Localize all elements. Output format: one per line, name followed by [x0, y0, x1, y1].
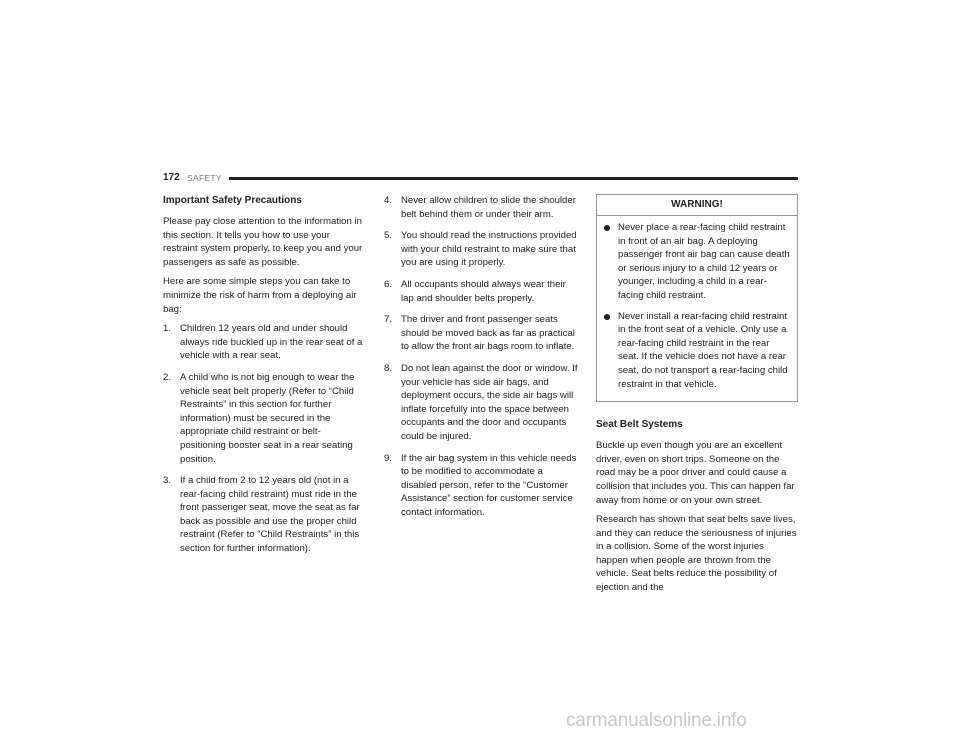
paragraph: Research has shown that seat belts save lives, and they can reduce the seriousness of injuries in a collision. Some of the worst injuries happen when people are thrown from the vehicle. Seat belts reduce the possibility of ejection and the [596, 514, 797, 594]
list-item [384, 278, 580, 305]
precautions-list-continued [384, 194, 580, 519]
list-text: Do not lean against the door or window. If your vehicle has side air bags, and deployment occurs, the side air bags will inflate forcefully into the space between occupants and the door and occupants could be injured. [401, 362, 578, 442]
list-text: You should read the instructions provided with your child restraint to make sure that you are using it properly. [401, 230, 577, 269]
list-number: 9. [384, 452, 393, 464]
warning-text: Never install a rear-facing child restraint in the front seat of a vehicle. Only use a rear-facing child restraint in the rear seat. If the vehicle does not have a rear seat, do not transport a rear-facing child restraint in that vehicle. [618, 310, 788, 390]
warning-text: Never place a rear-facing child restraint in front of an air bag. A deploying passenger front air bag can cause death or serious injury to a child 12 years or younger, including a child in a rear-facing child restraint. [618, 222, 790, 301]
warning-item [603, 221, 791, 303]
list-item [163, 474, 366, 556]
list-text: Children 12 years old and under should always ride buckled up in the rear seat of a vehicle with a rear seat. [180, 323, 363, 362]
paragraph: Please pay close attention to the information in this section. It tells you how to use your restraint system properly, to keep you and your passengers as safe as possible. [163, 216, 363, 268]
list-item [384, 194, 580, 221]
list-item [163, 371, 366, 466]
warning-box [596, 194, 798, 402]
watermark-text: carmanualsonline.info [566, 710, 747, 731]
list-number: 2. [163, 371, 172, 383]
warning-item [603, 310, 791, 392]
list-text: The driver and front passenger seats should be moved back as far as practical to allow the front air bags room to inflate. [401, 314, 575, 353]
list-item [384, 362, 580, 444]
page-header [163, 172, 798, 186]
bullet-icon [604, 225, 610, 231]
list-number: 8. [384, 362, 393, 374]
list-number: 7. [384, 314, 393, 326]
warning-body [597, 216, 797, 401]
list-item [384, 229, 580, 270]
list-text: Never allow children to slide the shoulder belt behind them or under their arm. [401, 195, 576, 220]
list-text: If the air bag system in this vehicle needs to be modified to accommodate a disabled person, refer to the “Customer Assistance” section for customer service contact information. [401, 452, 577, 518]
column-1 [163, 194, 366, 564]
bullet-icon [604, 314, 610, 320]
paragraph: Buckle up even though you are an excellent driver, even on short trips. Someone on the road may be a poor driver and could cause a collision that includes you. This can happen far away from home or on your own street. [596, 440, 795, 506]
column-2 [384, 194, 580, 527]
list-number: 4. [384, 195, 393, 206]
list-text: A child who is not big enough to wear the vehicle seat belt properly (Refer to “Child Restraints” in this section for further information) must be secured in the appropriate child restraint or belt-positioning booster seat in a rear seating position. [180, 371, 355, 465]
list-item [163, 322, 366, 363]
column-3 [596, 194, 798, 601]
section-heading-safety-precautions: Important Safety Precautions [163, 195, 302, 206]
precautions-list [163, 322, 366, 556]
section-heading-seat-belt-systems: Seat Belt Systems [596, 419, 683, 431]
section-name: SAFETY [187, 173, 222, 183]
list-number: 6. [384, 278, 393, 290]
list-item [384, 452, 580, 520]
list-text: If a child from 2 to 12 years old (not in a rear-facing child restraint) must ride in the front passenger seat, move the seat as far back as possible and use the proper child restraint (Refer to “Child Restraints” in this section for further information). [180, 475, 360, 555]
list-number: 5. [384, 230, 393, 242]
list-number: 3. [163, 475, 172, 487]
header-rule [229, 177, 798, 180]
list-item [384, 313, 580, 354]
list-text: All occupants should always wear their lap and shoulder belts properly. [401, 278, 566, 304]
paragraph: Here are some simple steps you can take to minimize the risk of harm from a deploying air bag: [163, 276, 357, 315]
list-number: 1. [163, 323, 172, 335]
page-number: 172 [163, 172, 180, 183]
warning-title: WARNING! [597, 195, 797, 216]
